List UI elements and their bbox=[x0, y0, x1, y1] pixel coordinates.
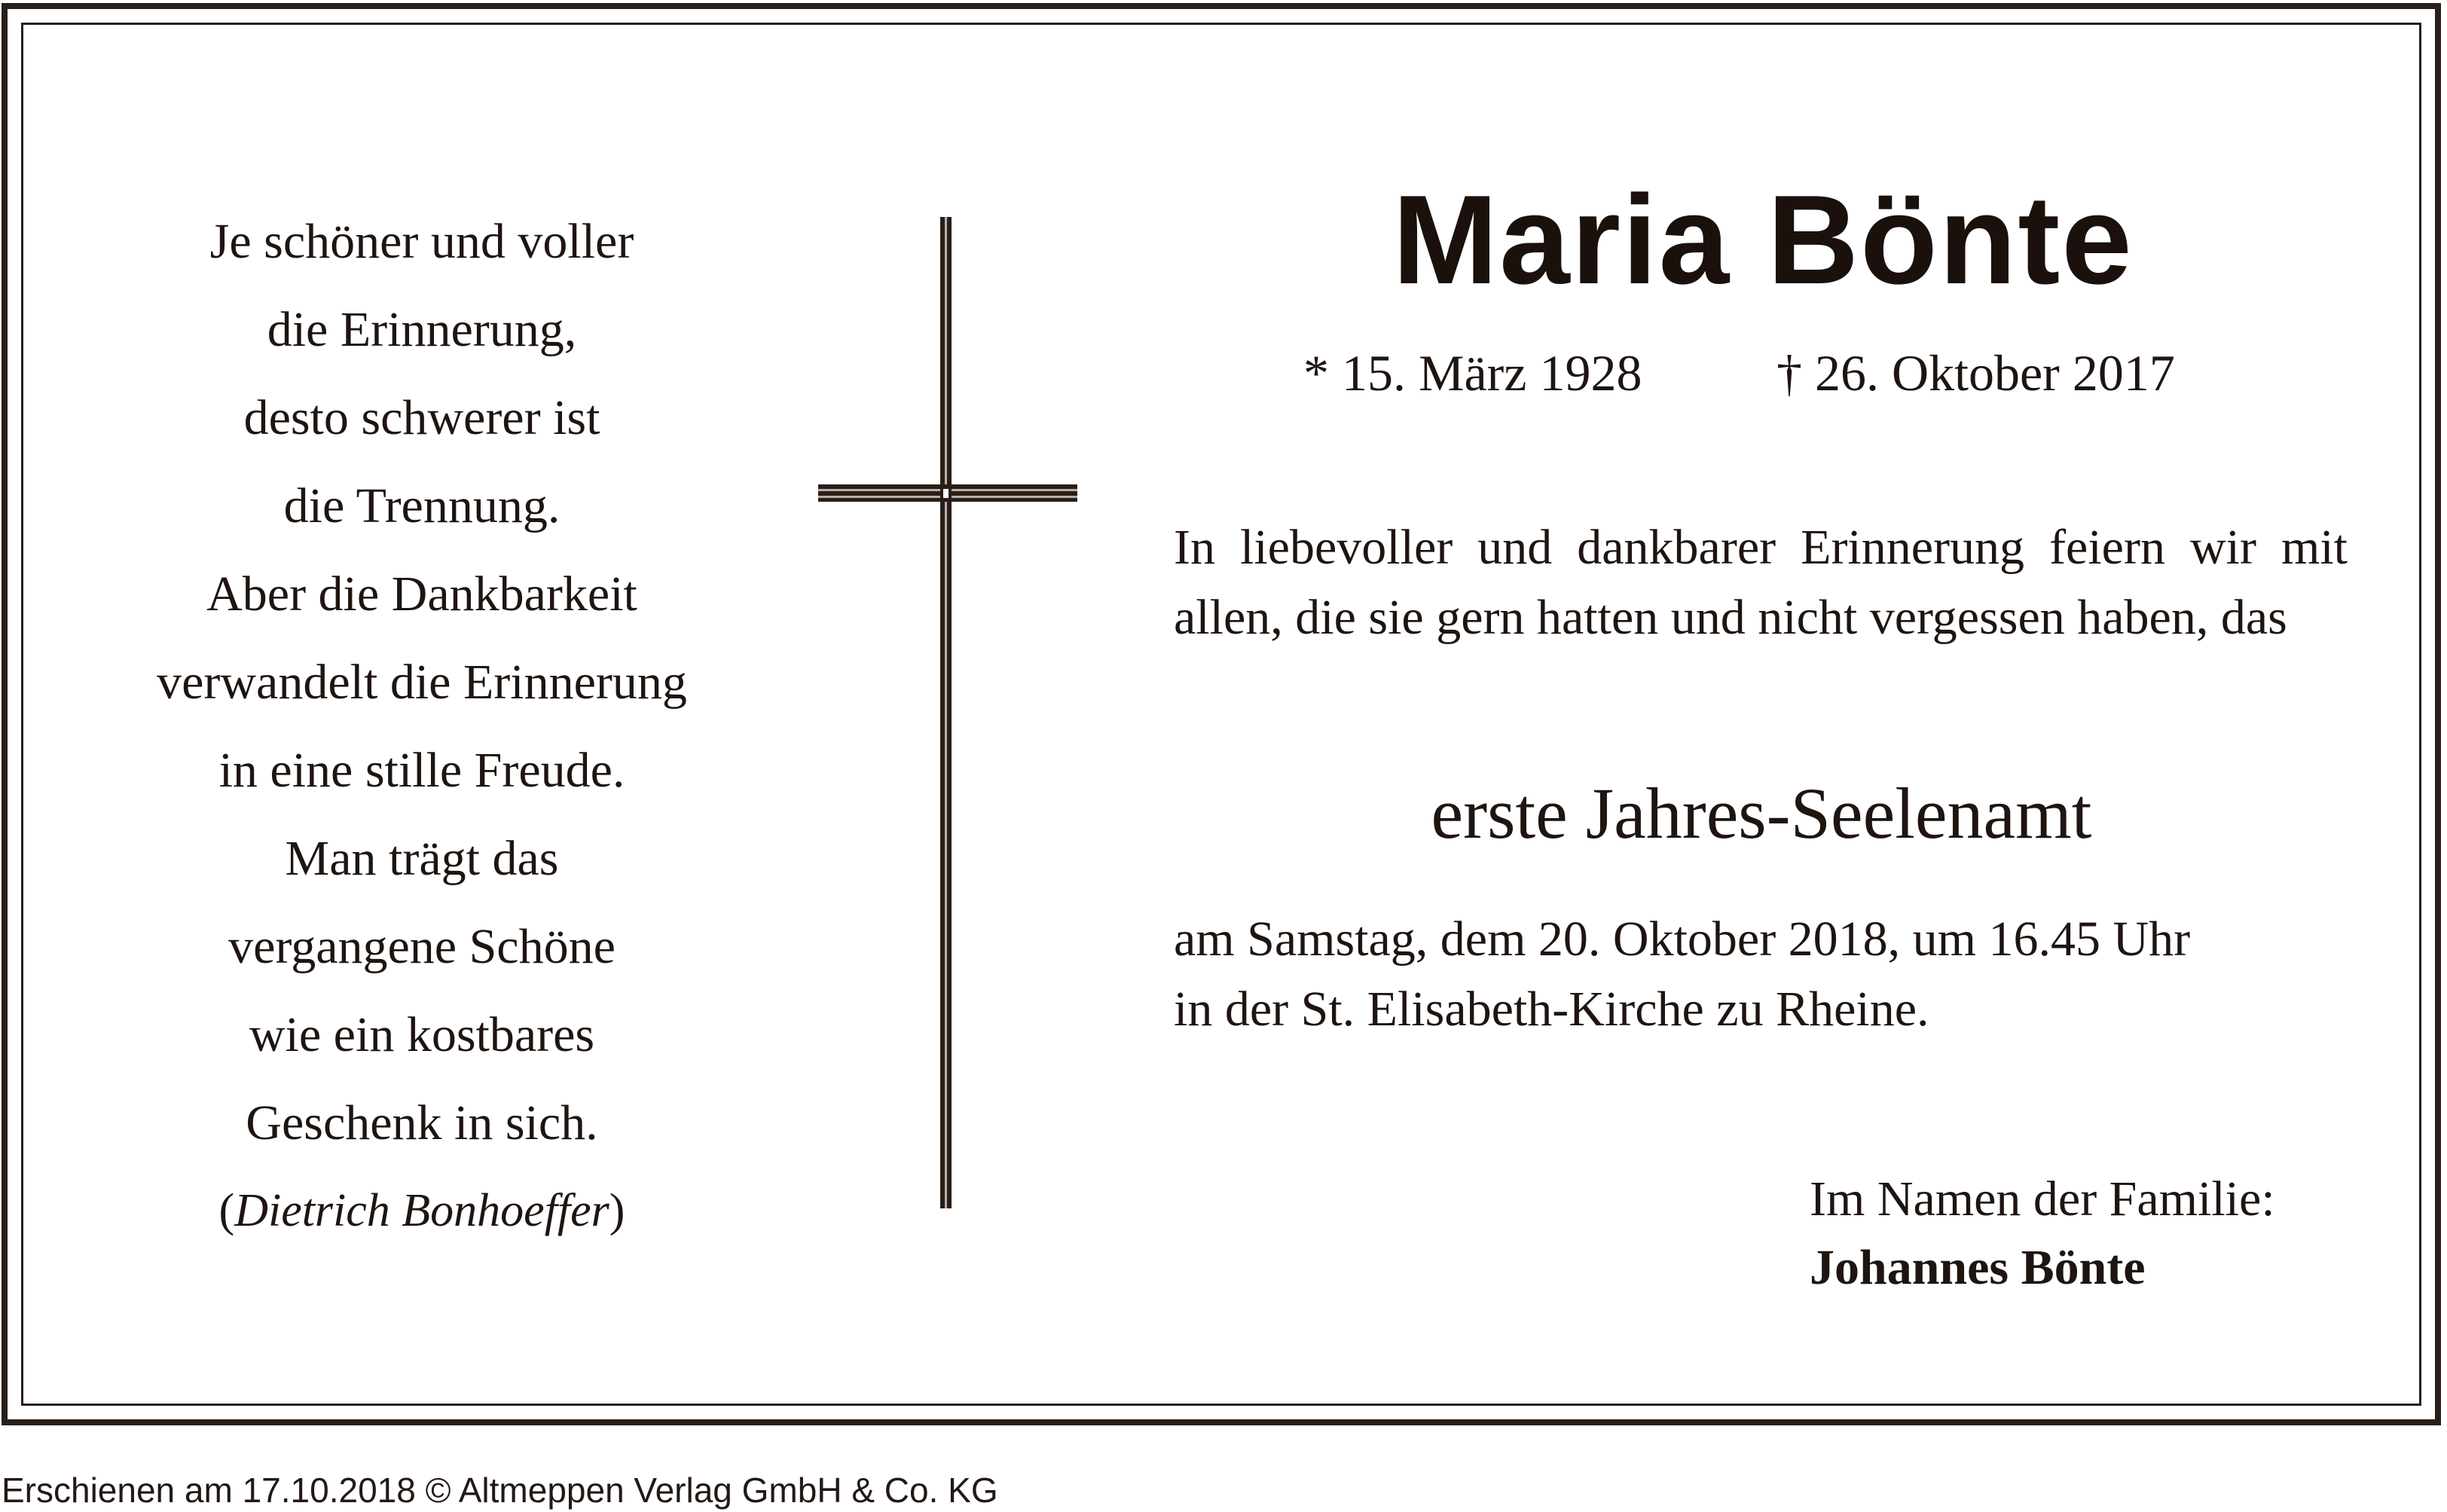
poem-author-name: Dietrich Bonhoeffer bbox=[234, 1185, 609, 1236]
poem-line: Je schöner und voller bbox=[209, 214, 634, 269]
poem-line: vergangene Schöne bbox=[228, 919, 616, 974]
death-date: † 26. Oktober 2017 bbox=[1776, 344, 2175, 402]
publication-footer: Erschienen am 17.10.2018 © Altmeppen Verlag GmbH & Co. KG bbox=[2, 1471, 998, 1510]
poem-line: Man trägt das bbox=[285, 831, 559, 886]
poem-line: die Trennung. bbox=[283, 478, 561, 533]
signature-name: Johannes Bönte bbox=[1810, 1240, 2146, 1295]
signature-label: Im Namen der Familie: bbox=[1810, 1171, 2275, 1226]
poem-line: verwandelt die Erinnerung bbox=[157, 655, 687, 710]
poem bbox=[45, 197, 799, 1255]
event-location: in der St. Elisabeth-Kirche zu Rheine. bbox=[1174, 982, 1929, 1037]
poem-line: die Erinnerung, bbox=[267, 302, 577, 357]
cross-icon bbox=[818, 217, 1077, 1208]
intro-text: In liebevoller und dankbarer Erinnerung feiern wir mit allen, die sie gern hatten und nicht vergessen haben, das bbox=[1174, 520, 2348, 645]
poem-author: (Dietrich Bonhoeffer) bbox=[218, 1185, 625, 1236]
deceased-name: Maria Bönte bbox=[1392, 169, 2134, 310]
event-title: erste Jahres-Seelenamt bbox=[1431, 773, 2092, 854]
poem-line: Aber die Dankbarkeit bbox=[206, 567, 637, 622]
event-date-time: am Samstag, dem 20. Oktober 2018, um 16.45 Uhr bbox=[1174, 912, 2191, 967]
poem-line: in eine stille Freude. bbox=[218, 743, 625, 798]
event-details bbox=[1174, 904, 2348, 1044]
poem-line: wie ein kostbares bbox=[249, 1007, 595, 1062]
poem-line: Geschenk in sich. bbox=[246, 1095, 598, 1150]
poem-line: desto schwerer ist bbox=[243, 390, 600, 445]
birth-date: * 15. März 1928 bbox=[1303, 344, 1642, 402]
